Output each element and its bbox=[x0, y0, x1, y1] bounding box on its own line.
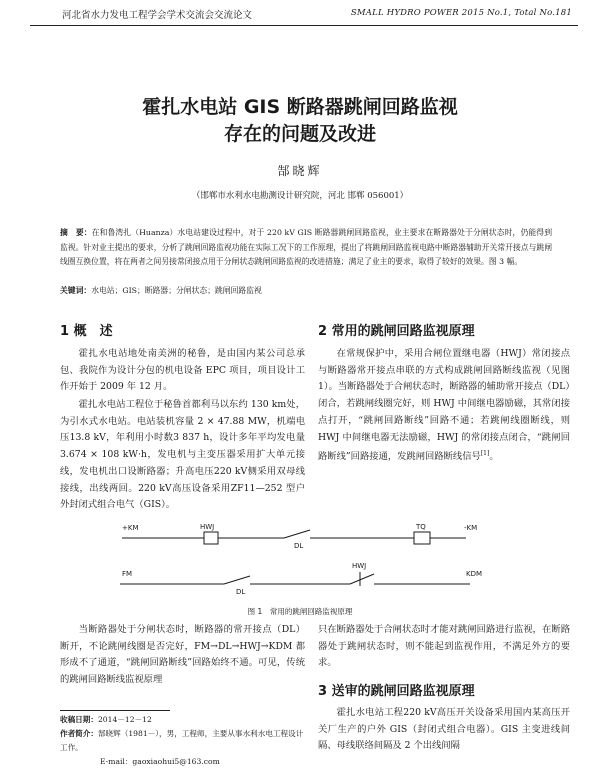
received-label: 收稿日期： bbox=[60, 715, 98, 724]
circuit-diagram bbox=[98, 520, 498, 602]
label-minus-km: -KM bbox=[464, 524, 478, 532]
dl-contact-top bbox=[284, 530, 310, 538]
author-email: E-mail：gaoxiaohui5@163.com bbox=[100, 757, 220, 766]
label-dl-top: DL bbox=[294, 542, 304, 550]
footnote-rule bbox=[60, 710, 170, 711]
author-affiliation: （邯郸市水利水电勘测设计研究院，河北 邯郸 056001） bbox=[191, 191, 409, 201]
keywords-label: 关键词： bbox=[60, 286, 92, 295]
section-2-paragraph-1-text: 在常规保护中，采用合闸位置继电器（HWJ）常闭接点与断路器常开接点串联的方式构成跳闸回路断线监视（见图 1）。当断路器处于合闸状态时，断路器的辅助常开接点（DL）闭合，若跳闸线圈完好，则 HWJ 中间继电器励磁，其常闭接点打开，“跳闸回路断线”回路不通；若跳闸线圈断线，则 HWJ 中间继电器无法励磁，HWJ 的常闭接点闭合，“跳闸回路断线”回路接通，发跳闸回路断线信号 bbox=[318, 348, 570, 463]
paper-title-line2: 存在的问题及改进 bbox=[223, 123, 376, 145]
running-header-issue: SMALL HYDRO POWER 2015 No.1, Total No.181 bbox=[350, 8, 572, 18]
citation-ref: [1] bbox=[480, 450, 490, 458]
abstract-label: 摘 要： bbox=[60, 228, 92, 237]
section-2-paragraph-2: 只在断路器处于合闸状态时才能对跳闸回路进行监视，在断路器处于跳闸状态时，则不能起到监视作用，不满足外方的要求。 bbox=[318, 624, 570, 669]
author-bio-text: 郜晓辉（1981－），男，工程师，主要从事水利水电工程设计工作。 bbox=[60, 729, 304, 752]
author-name: 郜晓辉 bbox=[277, 164, 323, 178]
running-header-journal: 河北省水力发电工程学会学术交流会交流论文 bbox=[62, 10, 253, 21]
author-bio bbox=[60, 727, 310, 755]
author-bio-label: 作者简介： bbox=[60, 729, 98, 738]
abstract bbox=[60, 226, 552, 270]
header-rule bbox=[30, 25, 578, 26]
label-dl-bottom: DL bbox=[236, 588, 246, 596]
keywords-text: 水电站；GIS；断路器；分闸状态；跳闸回路监视 bbox=[91, 286, 262, 295]
section-2-heading: 2 常用的跳闸回路监视原理 bbox=[318, 324, 475, 339]
figure-1-caption: 图 1 常用的跳闸回路监视原理 bbox=[247, 607, 353, 616]
label-hwj-bottom: HWJ bbox=[352, 562, 367, 570]
section-2-continued-paragraph: 当断路器处于分闸状态时，断路器的常开接点（DL）断开，不论跳闸线圈是否完好，FM→DL→HWJ→KDM 都形成不了通道，“跳闸回路断线”回路始终不通。可见，传统的跳闸回路断线监视原理 bbox=[60, 624, 305, 686]
tq-coil bbox=[414, 532, 430, 544]
label-kdm: KDM bbox=[466, 570, 483, 578]
dl-contact-bottom bbox=[224, 576, 250, 584]
section-3-heading: 3 送审的跳闸回路监视原理 bbox=[318, 684, 475, 699]
section-3-paragraph: 霍扎水电站工程220 kV高压开关设备采用国内某高压开关厂生产的户外 GIS（封闭式组合电器）。GIS 主变进线间隔、母线联络间隔及 2 个出线间隔 bbox=[318, 707, 570, 752]
section-2-paragraph-1 bbox=[318, 346, 570, 466]
footnote bbox=[60, 713, 310, 769]
section-2-paragraph-1-end: 。 bbox=[489, 451, 499, 463]
section-1-heading: 1 概 述 bbox=[60, 324, 113, 339]
received-date bbox=[60, 713, 310, 727]
label-plus-km: +KM bbox=[122, 524, 139, 532]
paper-title-line1: 霍扎水电站 GIS 断路器跳闸回路监视 bbox=[142, 96, 458, 118]
abstract-text: 在和鲁湾扎（Huanza）水电站建设过程中，对于 220 kV GIS 断路器跳闸回路监视，业主要求在断路器处于分闸状态时，仍能得到监视。针对业主提出的要求，分析了跳闸回路监视功能在实际工况下的工作原理，提出了将跳闸回路监视电路中断路器辅助开关常开接点与跳闸线圈互换位置，将在两者之间另接常闭接点用于分闸状态跳闸回路监视的改进措施；满足了业主的要求，取得了较好的效果。图 3 幅。 bbox=[60, 228, 552, 266]
section-1-paragraph-1: 霍扎水电站地处南美洲的秘鲁，是由国内某公司总承包、我院作为设计分包的机电设备 EPC 项目，项目设计工作开始于 2009 年 12 月。 bbox=[60, 348, 305, 393]
hwj-coil-top bbox=[204, 532, 218, 544]
keywords bbox=[60, 285, 552, 296]
label-tq: TQ bbox=[416, 523, 426, 531]
hwj-contact-bottom bbox=[350, 574, 374, 584]
section-1-paragraph-2: 霍扎水电站工程位于秘鲁首都利马以东约 130 km处，为引水式水电站。电站装机容量 2 × 47.88 MW，机端电压13.8 kV，年利用小时数3 837 h，设计多年平均发电量3.674 × 108 kW·h，发电机与主变压器采用扩大单元接线，发电机出口设断路器；升高电压220 kV侧采用双母线接线，出线两回。220 kV高压设备采用ZF11—252 型户外封闭式组合电气（GIS）。 bbox=[60, 399, 305, 511]
received-value: 2014－12－12 bbox=[97, 715, 152, 724]
label-fm: FM bbox=[122, 570, 133, 578]
label-hwj-top: HWJ bbox=[200, 523, 215, 531]
